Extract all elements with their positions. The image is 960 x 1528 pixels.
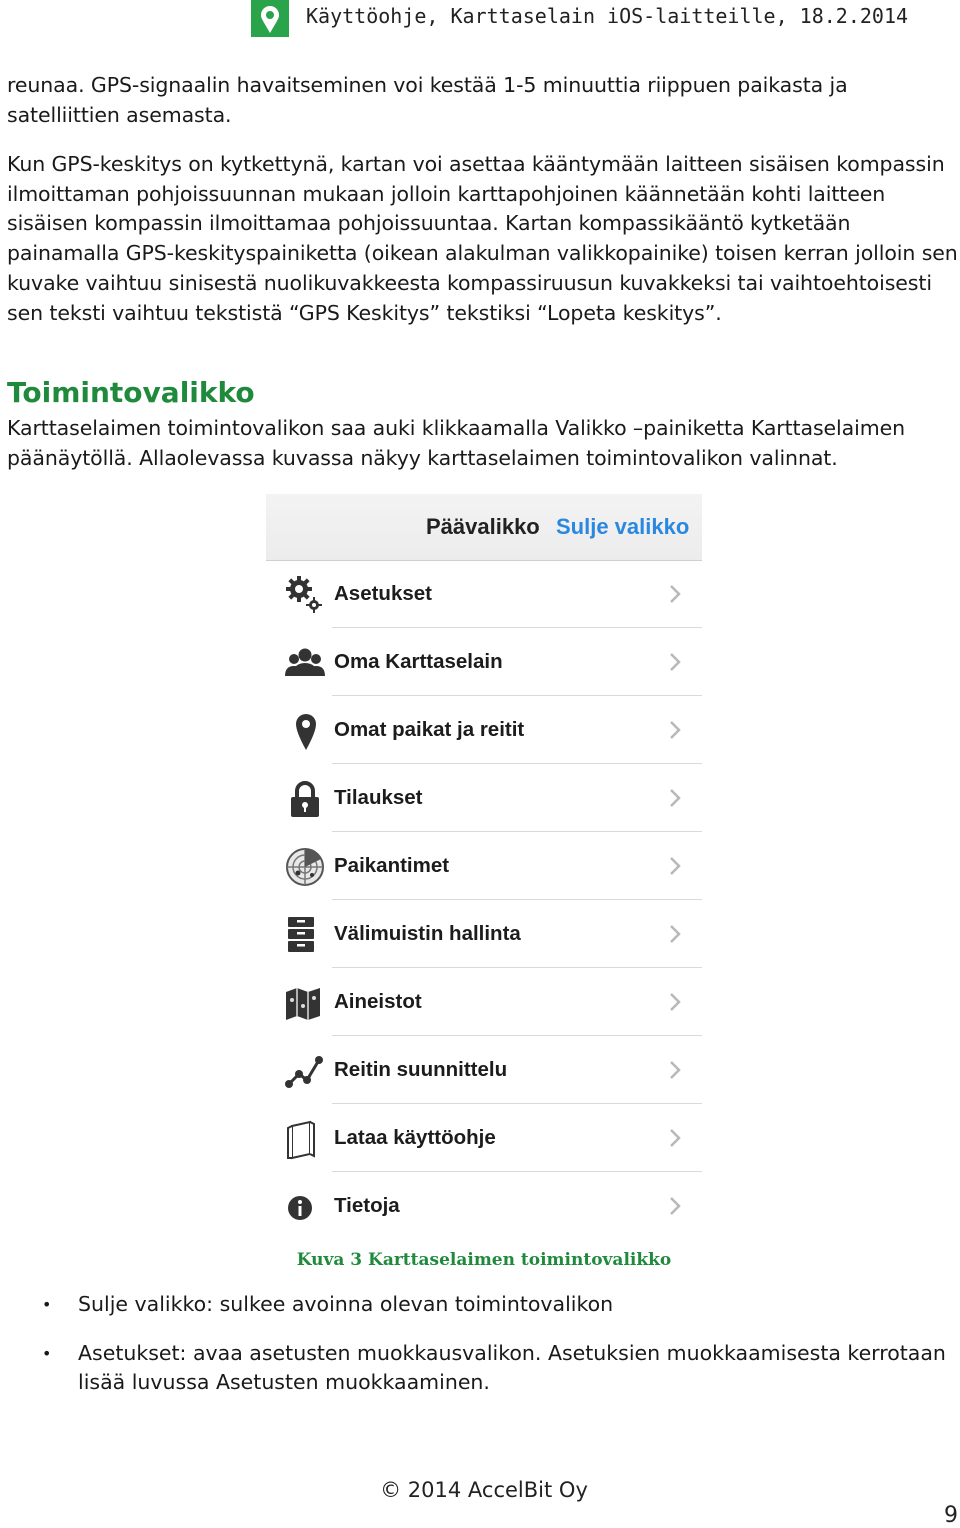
bullet-icon: • <box>42 1343 52 1363</box>
logo-icon <box>251 0 289 37</box>
page-number: 9 <box>944 1503 958 1528</box>
chevron-right-icon <box>668 584 682 604</box>
menu-item-lataa-kayttoohje[interactable] <box>266 1104 702 1172</box>
menu-item-paikantimet[interactable] <box>266 832 702 900</box>
menu-item-aineistot[interactable] <box>266 968 702 1036</box>
menu-item-oma-karttaselain[interactable] <box>266 628 702 696</box>
paragraph-menu-intro: Karttaselaimen toimintovalikon saa auki klikkaamalla Valikko –painiketta Karttaselaimen päänäytöllä. Allaolevassa kuvassa näkyy karttaselaimen toimintovalikon valinnat. <box>7 416 905 470</box>
route-icon <box>284 1050 326 1092</box>
chevron-right-icon <box>668 856 682 876</box>
info-icon <box>284 1186 326 1228</box>
map-icon <box>284 982 326 1024</box>
chevron-right-icon <box>668 924 682 944</box>
menu-navbar <box>266 494 702 561</box>
chevron-right-icon <box>668 1128 682 1148</box>
paragraph-compass-rotation: Kun GPS-keskitys on kytkettynä, kartan voi asettaa kääntymään laitteen sisäisen kompassin ilmoittaman pohjoissuunnan mukaan jolloin karttapohjoinen käännetään kohti laitteen sisäisen kompassin ilmoittamaa pohjoissuuntaa. Kartan kompassikääntö kytketään painamalla GPS-keskityspainiketta (oikean alakulman valikkopainike) toisen kerran jolloin sen kuvake vaihtuu sinisestä nuolikuvakkeesta kompassiruusun kuvakkeksi tai vaihtoehtoisesti sen teksti vaihtuu tekstistä “GPS Keskitys” tekstiksi “Lopeta keskitys”. <box>7 152 958 325</box>
menu-item-label: Aineistot <box>334 990 422 1013</box>
menu-item-label: Tilaukset <box>334 786 423 809</box>
figure-caption: Kuva 3 Karttaselaimen toimintovalikko <box>296 1250 672 1270</box>
list-item <box>0 1290 960 1320</box>
chevron-right-icon <box>668 652 682 672</box>
list-item-text: Asetukset: avaa asetusten muokkausvalikon. Asetuksien muokkaamisesta kerrotaan lisää luvussa Asetusten muokkaaminen. <box>78 1340 946 1395</box>
menu-item-label: Lataa käyttöohje <box>334 1126 496 1149</box>
chevron-right-icon <box>668 992 682 1012</box>
menu-item-label: Asetukset <box>334 582 432 605</box>
chevron-right-icon <box>668 1196 682 1216</box>
gear-icon <box>284 574 326 616</box>
book-icon <box>284 1118 326 1160</box>
list-item <box>0 1339 960 1398</box>
bullet-icon: • <box>42 1295 52 1314</box>
chevron-right-icon <box>668 1060 682 1080</box>
menu-item-valimuistin-hallinta[interactable] <box>266 900 702 968</box>
close-menu-button[interactable]: Sulje valikko <box>556 514 690 539</box>
menu-item-reitin-suunnittelu[interactable] <box>266 1036 702 1104</box>
menu-item-omat-paikat[interactable] <box>266 696 702 764</box>
menu-item-label: Paikantimet <box>334 854 450 877</box>
section-heading: Toimintovalikko <box>7 376 255 409</box>
cabinet-icon <box>284 914 326 956</box>
main-menu-screenshot <box>266 494 702 1244</box>
menu-item-label: Tietoja <box>334 1194 400 1217</box>
footer-copyright: © 2014 AccelBit Oy <box>380 1478 588 1502</box>
bullet-list <box>0 1290 960 1398</box>
menu-item-settings[interactable] <box>266 560 702 628</box>
document-title: Käyttöohje, Karttaselain iOS-laitteille, 18.2.2014 <box>306 4 909 28</box>
menu-item-label: Välimuistin hallinta <box>334 922 521 945</box>
map-pin-icon <box>284 710 326 752</box>
page-header <box>0 0 960 40</box>
chevron-right-icon <box>668 720 682 740</box>
lock-icon <box>284 778 326 820</box>
menu-item-label: Reitin suunnittelu <box>334 1058 508 1081</box>
chevron-right-icon <box>668 788 682 808</box>
radar-icon <box>284 846 326 888</box>
paragraph-gps-signal: reunaa. GPS-signaalin havaitseminen voi kestää 1-5 minuuttia riippuen paikasta ja satelliittien asemasta. <box>7 73 848 127</box>
menu-item-label: Oma Karttaselain <box>334 650 503 673</box>
list-item-text: Sulje valikko: sulkee avoinna olevan toimintovalikon <box>78 1292 614 1316</box>
menu-item-tietoja[interactable] <box>266 1172 702 1240</box>
menu-item-label: Omat paikat ja reitit <box>334 718 525 741</box>
menu-title: Päävalikko <box>426 514 540 539</box>
menu-item-tilaukset[interactable] <box>266 764 702 832</box>
users-icon <box>284 642 326 684</box>
